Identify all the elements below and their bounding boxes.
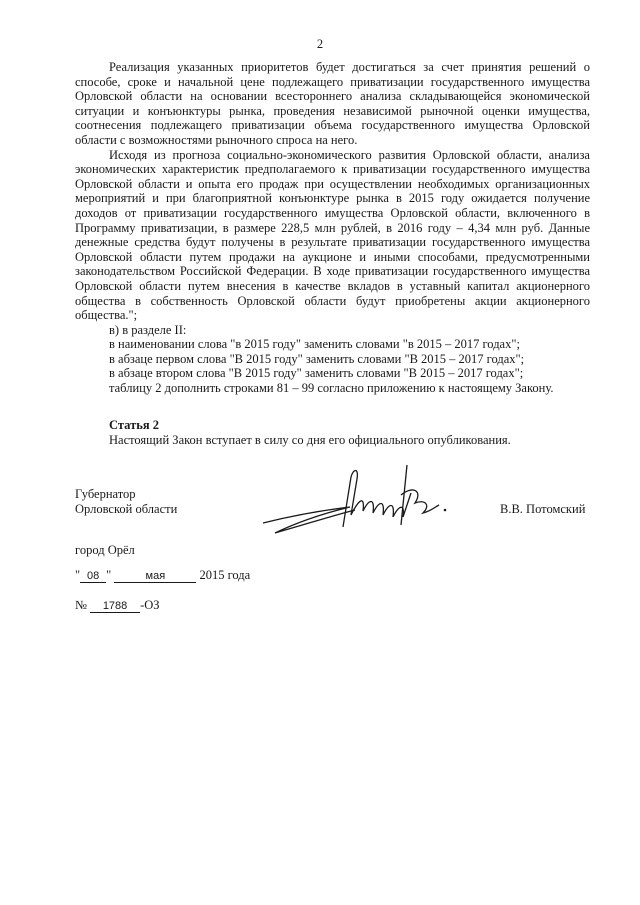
date-day: 08 bbox=[80, 570, 106, 583]
signing-date bbox=[75, 568, 250, 583]
date-year: 2015 года bbox=[199, 568, 251, 582]
amendment-item: таблицу 2 дополнить строками 81 – 99 согласно приложению к настоящему Закону. bbox=[109, 381, 554, 396]
law-number bbox=[75, 598, 160, 613]
number-sign: № bbox=[75, 598, 87, 612]
date-month: мая bbox=[114, 570, 196, 583]
article-text: Настоящий Закон вступает в силу со дня его официального опубликования. bbox=[109, 433, 511, 447]
law-number-suffix: -ОЗ bbox=[140, 598, 160, 612]
governor-name: В.В. Потомский bbox=[500, 502, 586, 516]
law-number-value: 1788 bbox=[90, 600, 140, 613]
date-quote: " bbox=[106, 568, 112, 582]
governor-title bbox=[75, 487, 177, 516]
paragraph-privatization-priorities: Реализация указанных приоритетов будет достигаться за счет принятия решений о способе, сроке и начальной цене подлежащего приватизации государственного имущества Орловской области на основании всестороннего анализа складывающейся экономической ситуации и конъюнктуры рынка, проведения независимой рыночной оценки имущества, соотнесения подлежащего приватизации объема государственного имущества Орловской области с возможностями рыночного спроса на него. bbox=[75, 60, 590, 147]
page-number: 2 bbox=[316, 37, 324, 51]
date-quote: " bbox=[75, 568, 81, 582]
amendment-item: в абзаце первом слова "В 2015 году" заменить словами "В 2015 – 2017 годах"; bbox=[109, 351, 525, 366]
body-text bbox=[75, 60, 590, 396]
amendment-item: в абзаце втором слова "В 2015 году" заменить словами "В 2015 – 2017 годах"; bbox=[109, 366, 524, 381]
amendment-item: в наименовании слова "в 2015 году" заменить словами "в 2015 – 2017 годах"; bbox=[109, 337, 520, 352]
handwritten-signature bbox=[255, 455, 470, 545]
amendment-item: в) в разделе II: bbox=[109, 322, 187, 337]
governor-title-line: Орловской области bbox=[75, 501, 178, 516]
city: город Орёл bbox=[75, 543, 135, 557]
governor-title-line: Губернатор bbox=[75, 487, 136, 501]
paragraph-income-forecast: Исходя из прогноза социально-экономического развития Орловской области, анализа экономических характеристик предполагаемого к приватизации государственного имущества Орловской области и опыта его продаж при осуществлении необходимых организационных мероприятий и при благоприятной конъюнктуре рынка в 2015 году ожидается получение доходов от приватизации государственного имущества Орловской области, включенного в Программу приватизации, в размере 228,5 млн рублей, в 2016 году – 4,34 млн руб. Данные денежные средства будут получены в результате приватизации государственного имущества Орловской области путем продажи на аукционе и иными способами, предусмотренными законодательством Российской Федерации. В ходе приватизации государственного имущества Орловской области путем внесения в качестве вкладов в уставный капитал акционерного общества в собственность Орловской области будут приобретены акции акционерного общества."; bbox=[75, 147, 590, 323]
article-heading: Статья 2 bbox=[109, 418, 159, 432]
